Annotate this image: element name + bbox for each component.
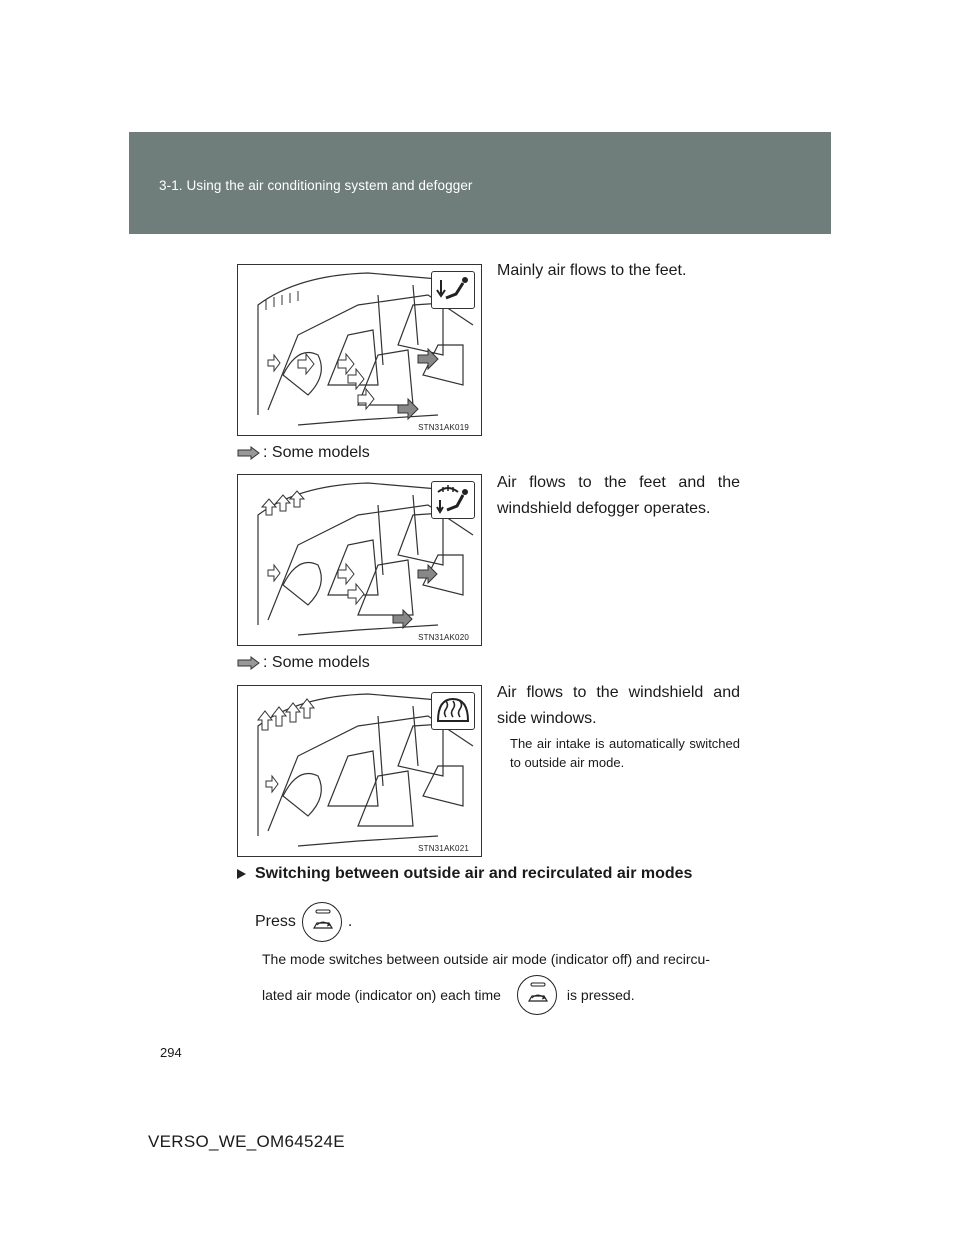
paragraph-line1: The mode switches between outside air mode (indicator off) and recircu-: [262, 951, 710, 967]
description-feet: Mainly air flows to the feet.: [497, 262, 687, 279]
arrow-icon: [237, 656, 261, 670]
description-defog: Air flows to the windshield and side windows.: [497, 684, 740, 727]
paragraph-line2: [262, 975, 635, 1015]
some-models-label: : Some models: [263, 444, 370, 461]
figure-code: STN31AK020: [418, 633, 469, 642]
section-header: [129, 132, 831, 234]
some-models-note: [237, 444, 370, 462]
paragraph-line2-end: is pressed.: [566, 987, 635, 1003]
recirculate-button-icon: [517, 975, 557, 1015]
recirculate-button-icon: [302, 902, 342, 942]
feet-airflow-icon: [431, 271, 475, 309]
figure-feet-airflow: [237, 264, 482, 436]
subheading-text: Switching between outside air and recirculated air modes: [255, 865, 693, 882]
figure-code: STN31AK021: [418, 844, 469, 853]
press-end: .: [347, 913, 353, 930]
document-id: VERSO_WE_OM64524E: [148, 1132, 345, 1151]
subheading-switching: [237, 865, 692, 883]
some-models-note: [237, 654, 370, 672]
paragraph-line2-text: lated air mode (indicator on) each time: [262, 987, 501, 1003]
figure-windshield-defog: [237, 685, 482, 857]
press-instruction: [255, 902, 352, 942]
description-defog-note: The air intake is automatically switched to outside air mode.: [510, 736, 740, 770]
description-feet-defog: Air flows to the feet and the windshield defogger operates.: [497, 474, 740, 517]
feet-defog-airflow-icon: [431, 481, 475, 519]
page-number: 294: [160, 1045, 182, 1060]
windshield-defog-icon: [431, 692, 475, 730]
bullet-triangle-icon: [237, 869, 246, 879]
section-title: 3-1. Using the air conditioning system and defogger: [159, 178, 473, 193]
figure-code: STN31AK019: [418, 423, 469, 432]
press-label: Press: [255, 913, 296, 930]
figure-feet-defog-airflow: [237, 474, 482, 646]
some-models-label: : Some models: [263, 654, 370, 671]
arrow-icon: [237, 446, 261, 460]
